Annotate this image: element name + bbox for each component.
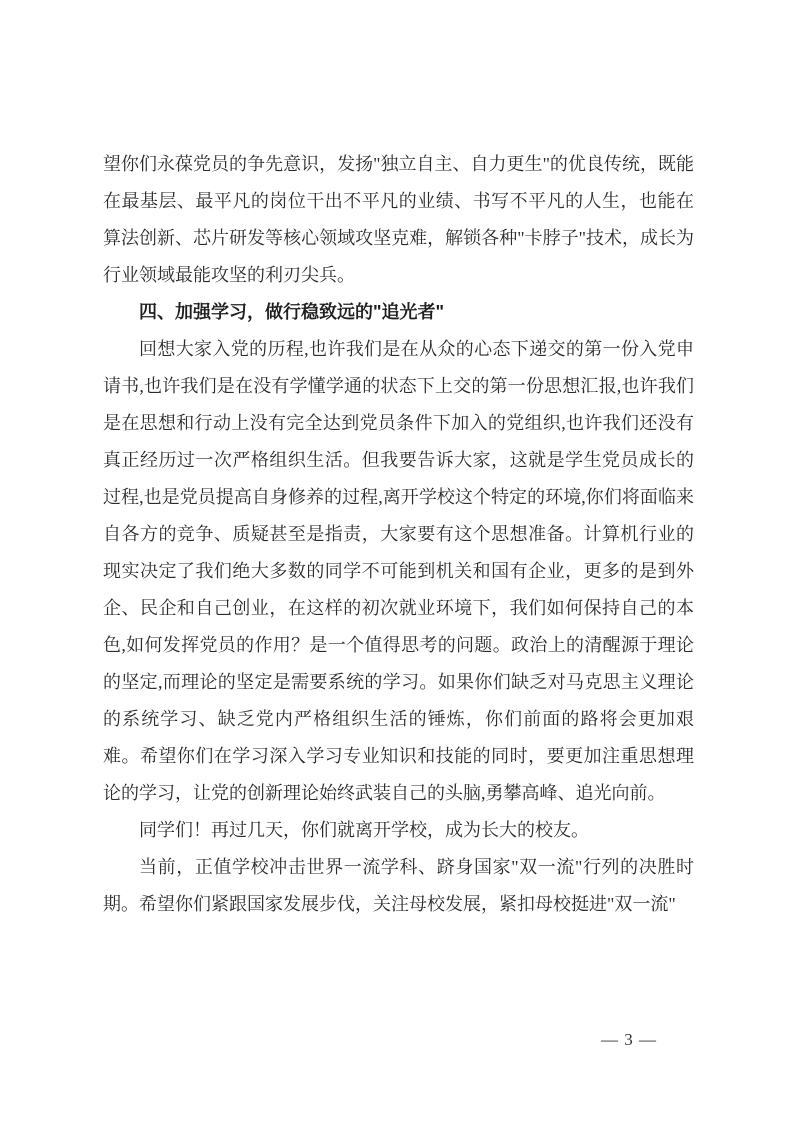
- paragraph-body-3: 当前，正值学校冲击世界一流学科、跻身国家"双一流"行列的决胜时期。希望你们紧跟国家发展步伐，关注母校发展，紧扣母校挺进"双一流": [103, 857, 694, 914]
- document-body: [103, 146, 694, 923]
- paragraph-body-2: 同学们！再过几天，你们就离开学校，成为长大的校友。: [139, 820, 589, 840]
- page-number: — 3 —: [601, 1030, 657, 1049]
- paragraph-body-1: 回想大家入党的历程,也许我们是在从众的心态下递交的第一份入党申请书,也许我们是在没有学懂学通的状态下上交的第一份思想汇报,也许我们是在思想和行动上没有完全达到党员条件下加入的党组织,也许我们还没有真正经历过一次严格组织生活。但我要告诉大家，这就是学生党员成长的过程,也是党员提高自身修养的过程,离开学校这个特定的环境,你们将面临来自各方的竞争、质疑甚至是指责，大家要有这个思想准备。计算机行业的现实决定了我们绝大多数的同学不可能到机关和国有企业，更多的是到外企、民企和自己创业，在这样的初次就业环境下，我们如何保持自己的本色,如何发挥党员的作用？是一个值得思考的问题。政治上的清醒源于理论的坚定,而理论的坚定是需要系统的学习。如果你们缺乏对马克思主义理论的系统学习、缺乏党内严格组织生活的锤炼，你们前面的路将会更加艰难。希望你们在学习深入学习专业知识和技能的同时，要更加注重思想理论的学习，让党的创新理论始终武装自己的头脑,勇攀高峰、追光向前。: [103, 339, 694, 803]
- section-heading: 四、加强学习，做行稳致远的"追光者": [139, 302, 445, 322]
- paragraph-continuation: 望你们永葆党员的争先意识，发扬"独立自主、自力更生"的优良传统，既能在最基层、最平凡的岗位干出不平凡的业绩、书写不平凡的人生，也能在算法创新、芯片研发等核心领域攻坚克难，解锁各种"卡脖子"技术，成长为行业领域最能攻坚的利刃尖兵。: [103, 154, 694, 285]
